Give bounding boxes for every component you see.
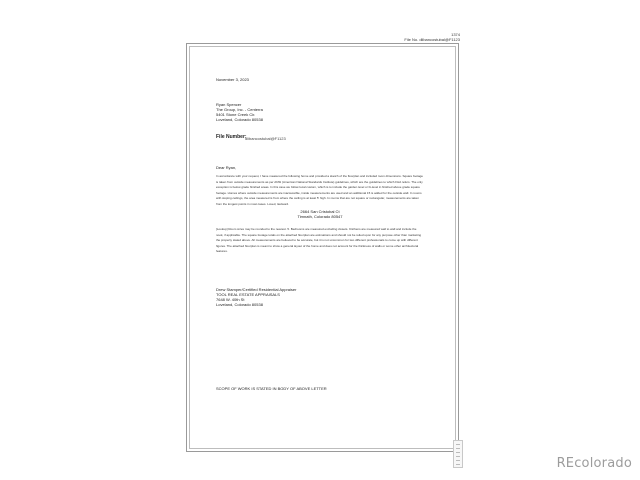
file-number-label: File Number:: [216, 134, 247, 140]
file-reference: File No. dlibancostubal@F1123: [404, 37, 460, 42]
recipient-city: Loveland, Colorado 80538: [216, 117, 263, 122]
body-paragraph-1: In accordance with your request, I have measured the following home and provided a sketch of the floorplan and included room dimensions. Square footage is taken from outside measurements as per ANSI (American National Standards Institute) guidelines, which are the guidelines to which FHA refers. The only exception is below grade finished areas. In this case we follow local custom, which is to include the garden level or bi-level in finished above grade square footage. Homes where outside measurements are inaccessible, inside measurements are used and an additional 15 is added for the outside wall. In rooms with sloping ceilings, the area measured is from where the ceiling is at least 5' high. In rooms that are not square or rectangular, measurements are taken from the longest points in most cases. Loved, lastword.: [216, 174, 423, 206]
recipient-name: Ryan Spencer: [216, 102, 242, 107]
body-paragraph-2: [Lookup] Room sizes may be rounded to the nearest .5. Bedrooms are measured excluding closets. Kitchens are measured wall to wall and include the nook, if applicable. The square footage totals on the attached floorplan are estimations and should not be relied upon for any purpose other than marketing the property stated above. All measurements are believed to be accurate, but it is not uncommon for two different professionals to come up with different figures. The attached floorplan is meant to show a general layout of the home and does not account for the thickness of walls or some other architectural features.: [216, 227, 422, 253]
document-page: [186, 43, 459, 452]
salutation: Dear Ryan,: [216, 165, 237, 170]
property-street: 2664 San Cristobal Ct: [300, 209, 340, 214]
scan-tag: [453, 440, 463, 468]
signature-company: TOOL REAL ESTATE APPRAISALS: [216, 292, 280, 297]
file-number-value: dlibancostubal@F1123: [245, 136, 286, 141]
watermark-logo: REcolorado: [556, 456, 632, 471]
letter-date: November 3, 2023: [216, 77, 249, 82]
scope-statement: SCOPE OF WORK IS STATED IN BODY OF ABOVE LETTER: [216, 386, 327, 391]
signature-city: Loveland, Colorado 80538: [216, 302, 263, 307]
signature-title: Drew Stamper/Certified Residential Appraiser: [216, 287, 297, 292]
property-city: Timnath, Colorado 80547: [297, 214, 343, 219]
page-reference: [394, 32, 460, 42]
page-inner-border: [189, 46, 456, 449]
recipient-company: The Group, Inc. - Centerra: [216, 107, 263, 112]
page-number: 1374: [451, 32, 460, 37]
recipient-street: 5401 Stone Creek Cir.: [216, 112, 256, 117]
signature-street: 7648 W. 40th St: [216, 297, 245, 302]
